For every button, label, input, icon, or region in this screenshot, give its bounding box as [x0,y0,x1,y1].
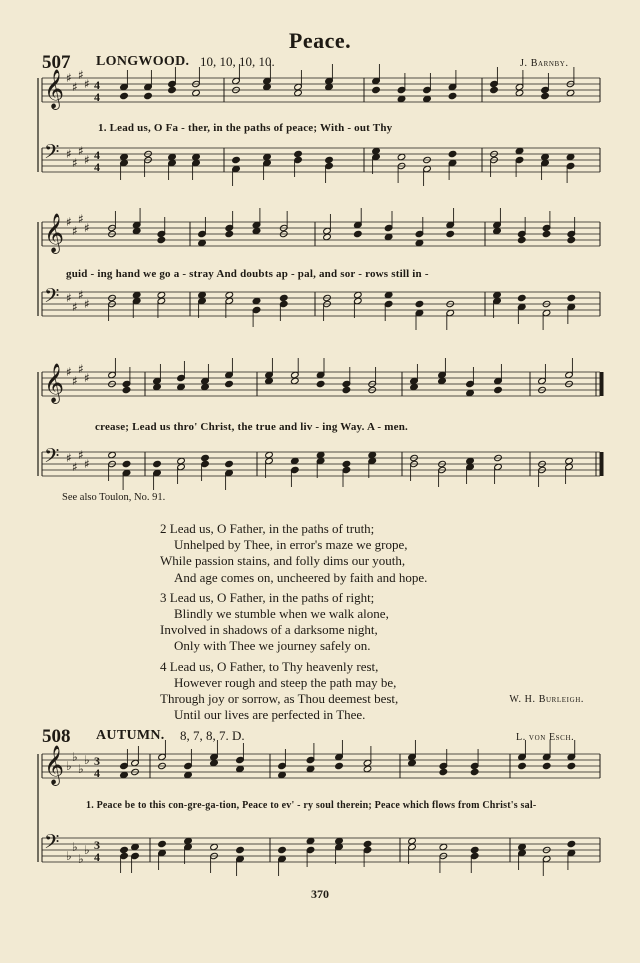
quarter-note [567,294,576,301]
half-note [515,89,524,96]
quarter-note [384,233,393,240]
quarter-note [316,451,325,458]
quarter-note [517,294,526,301]
lyric-line-3: crease; Lead us thro' Christ, the true and liv - ing Way. A - men. [95,421,408,433]
sharp-icon: ♯ [66,291,72,305]
flat-icon: ♭ [72,840,78,854]
quarter-note [122,460,131,467]
quarter-note [120,771,129,778]
stanza-line: Only with Thee we journey safely on. [174,638,371,654]
time-signature-bottom: 4 [94,766,100,780]
half-note [408,837,417,844]
half-note [291,377,300,384]
quarter-note [466,457,475,464]
flat-icon: ♭ [78,762,84,776]
quarter-note [210,759,219,766]
quarter-note [342,460,351,467]
quarter-note [265,377,274,384]
half-note [439,843,448,850]
sharp-icon: ♯ [84,457,90,471]
quarter-note [168,86,177,93]
quarter-note [131,843,140,850]
quarter-note [448,150,457,157]
quarter-note [157,236,166,243]
quarter-note [294,150,303,157]
time-signature-top: 3 [94,754,100,768]
quarter-note [325,156,334,163]
half-note [265,451,274,458]
quarter-note [335,837,344,844]
quarter-note [493,227,502,234]
sharp-icon: ♯ [78,288,84,302]
lyric-line-508-1: 1. Peace be to this con-gre-ga-tion, Peace to ev' - ry soul therein; Peace which flows from Christ's sal- [86,800,537,811]
composer-508: L. von Esch. [516,732,575,743]
quarter-note [184,837,193,844]
quarter-note [368,451,377,458]
quarter-note [316,380,325,387]
quarter-note [236,846,245,853]
quarter-note [470,846,479,853]
quarter-note [325,83,334,90]
quarter-note [518,843,527,850]
time-signature-bottom: 4 [94,160,100,174]
stanza-line: Unhelped by Thee, in error's maze we grope, [174,537,408,553]
sharp-icon: ♯ [78,362,84,376]
quarter-note [132,291,141,298]
stanza-line: 4 Lead us, O Father, to Thy heavenly rest, [160,658,379,674]
quarter-note [278,846,287,853]
quarter-note [470,768,479,775]
time-signature-bottom: 4 [94,90,100,104]
section-title: Peace. [288,28,352,53]
quarter-note [120,153,129,160]
quarter-note [132,227,141,234]
quarter-note [541,92,550,99]
quarter-note [192,153,201,160]
quarter-note [363,840,372,847]
treble-clef-icon: 𝄞 [44,363,65,403]
sharp-icon: ♯ [84,297,90,311]
half-note [177,457,186,464]
sharp-icon: ♯ [66,451,72,465]
sharp-icon: ♯ [78,144,84,158]
treble-clef-icon: 𝄞 [44,745,65,785]
stanza-line: Involved in shadows of a darksome night, [160,622,378,638]
sharp-icon: ♯ [84,77,90,91]
quarter-note [493,291,502,298]
flat-icon: ♭ [84,753,90,767]
composer-507: J. Barnby. [520,58,569,69]
quarter-note [306,765,315,772]
quarter-note [236,765,245,772]
lyric-line-1: 1. Lead us, O Fa - ther, in the paths of peace; With - out Thy [98,122,393,134]
quarter-note [342,386,351,393]
time-signature-top: 4 [94,78,100,92]
quarter-note [372,86,381,93]
quarter-note [263,153,272,160]
quarter-note [153,460,162,467]
quarter-note [198,291,207,298]
quarter-note [397,95,406,102]
stanza-line: Until our lives are perfected in Thee. [174,707,366,723]
quarter-note [225,380,234,387]
time-signature-bottom: 4 [94,850,100,864]
stanza-line: And age comes on, uncheered by faith and hope. [174,569,428,585]
stanza-line: 2 Lead us, O Father, in the paths of truth; [160,521,375,536]
sharp-icon: ♯ [66,71,72,85]
time-signature-top: 4 [94,148,100,162]
sharp-icon: ♯ [78,448,84,462]
quarter-note [410,383,419,390]
hymn-number-508: 508 [42,726,71,747]
sharp-icon: ♯ [78,68,84,82]
quarter-note [567,236,576,243]
half-note [354,291,363,298]
sharp-icon: ♯ [72,460,78,474]
sharp-icon: ♯ [84,371,90,385]
tune-name-longwood: LONGWOOD. [96,54,190,69]
meter-507: 10, 10, 10, 10. [200,54,275,69]
quarter-note [541,153,550,160]
flat-icon: ♭ [66,759,72,773]
treble-clef-icon: 𝄞 [44,213,65,253]
half-note [108,451,117,458]
quarter-note [177,383,186,390]
time-signature-top: 3 [94,838,100,852]
quarter-note [542,230,551,237]
quarter-note [120,846,129,853]
see-also-note: See also Toulon, No. 91. [62,492,166,503]
quarter-note [566,153,575,160]
quarter-note [291,457,300,464]
quarter-note [306,837,315,844]
author-credit: W. H. Burleigh. [509,694,584,705]
meter-508: 8, 7, 8, 7. D. [180,728,245,743]
quarter-note [517,236,526,243]
sharp-icon: ♯ [84,153,90,167]
quarter-note [438,377,447,384]
half-note [565,457,574,464]
tune-name-autumn: AUTUMN. [96,728,165,743]
stanza-line: Blindly we stumble when we walk alone, [174,606,389,622]
quarter-note [252,297,261,304]
quarter-note [263,83,272,90]
quarter-note [542,762,551,769]
quarter-note [446,230,455,237]
quarter-note [198,239,207,246]
half-note [157,291,166,298]
half-note [210,843,219,850]
quarter-note [439,768,448,775]
sharp-icon: ♯ [66,147,72,161]
quarter-note [144,92,153,99]
quarter-note [184,771,193,778]
flat-icon: ♭ [72,750,78,764]
quarter-note [384,291,393,298]
quarter-note [225,460,234,467]
quarter-note [201,454,210,461]
quarter-note [466,389,475,396]
quarter-note [372,147,381,154]
quarter-note [354,230,363,237]
hymn-number-507: 507 [42,52,71,73]
quarter-note [490,86,499,93]
sharp-icon: ♯ [66,365,72,379]
treble-clef-icon: 𝄞 [44,69,65,109]
quarter-note [335,762,344,769]
sharp-icon: ♯ [66,215,72,229]
sharp-icon: ♯ [72,224,78,238]
half-note [323,233,332,240]
half-note [566,89,575,96]
quarter-note [408,759,417,766]
quarter-note [515,147,524,154]
flat-icon: ♭ [84,843,90,857]
stanza-line: 3 Lead us, O Father, in the paths of right; [160,589,375,605]
quarter-note [415,239,424,246]
quarter-note [122,386,131,393]
quarter-note [225,230,234,237]
stanza-line: However rough and steep the path may be, [174,674,397,690]
quarter-note [494,386,503,393]
lyric-line-2: guid - ing hand we go a - stray And doubts ap - pal, and sor - rows still in - [66,268,429,280]
sharp-icon: ♯ [78,212,84,226]
quarter-note [279,294,288,301]
half-note [225,291,234,298]
sharp-icon: ♯ [84,221,90,235]
bass-clef-icon: 𝄢 [44,830,60,858]
quarter-note [168,153,177,160]
bass-clef-icon: 𝄢 [44,444,60,472]
stanza-line: Through joy or sorrow, as Thou deemest best, [160,691,399,707]
half-note [363,765,372,772]
page-number: 370 [311,887,329,901]
quarter-note [415,300,424,307]
quarter-note [423,95,432,102]
quarter-note [567,840,576,847]
half-note [192,89,201,96]
quarter-note [518,762,527,769]
half-note [397,153,406,160]
quarter-note [158,840,167,847]
sharp-icon: ♯ [72,300,78,314]
sharp-icon: ♯ [72,374,78,388]
quarter-note [201,383,210,390]
half-note [294,89,303,96]
quarter-note [120,92,129,99]
stanza-line: While passion stains, and folly dims our youth, [160,553,406,569]
quarter-note [448,92,457,99]
quarter-note [153,383,162,390]
quarter-note [567,762,576,769]
flat-icon: ♭ [66,849,72,863]
bass-clef-icon: 𝄢 [44,140,60,168]
quarter-note [252,227,261,234]
sharp-icon: ♯ [72,80,78,94]
sharp-icon: ♯ [72,156,78,170]
flat-icon: ♭ [78,852,84,866]
quarter-note [232,156,241,163]
quarter-note [278,771,287,778]
bass-clef-icon: 𝄢 [44,284,60,312]
